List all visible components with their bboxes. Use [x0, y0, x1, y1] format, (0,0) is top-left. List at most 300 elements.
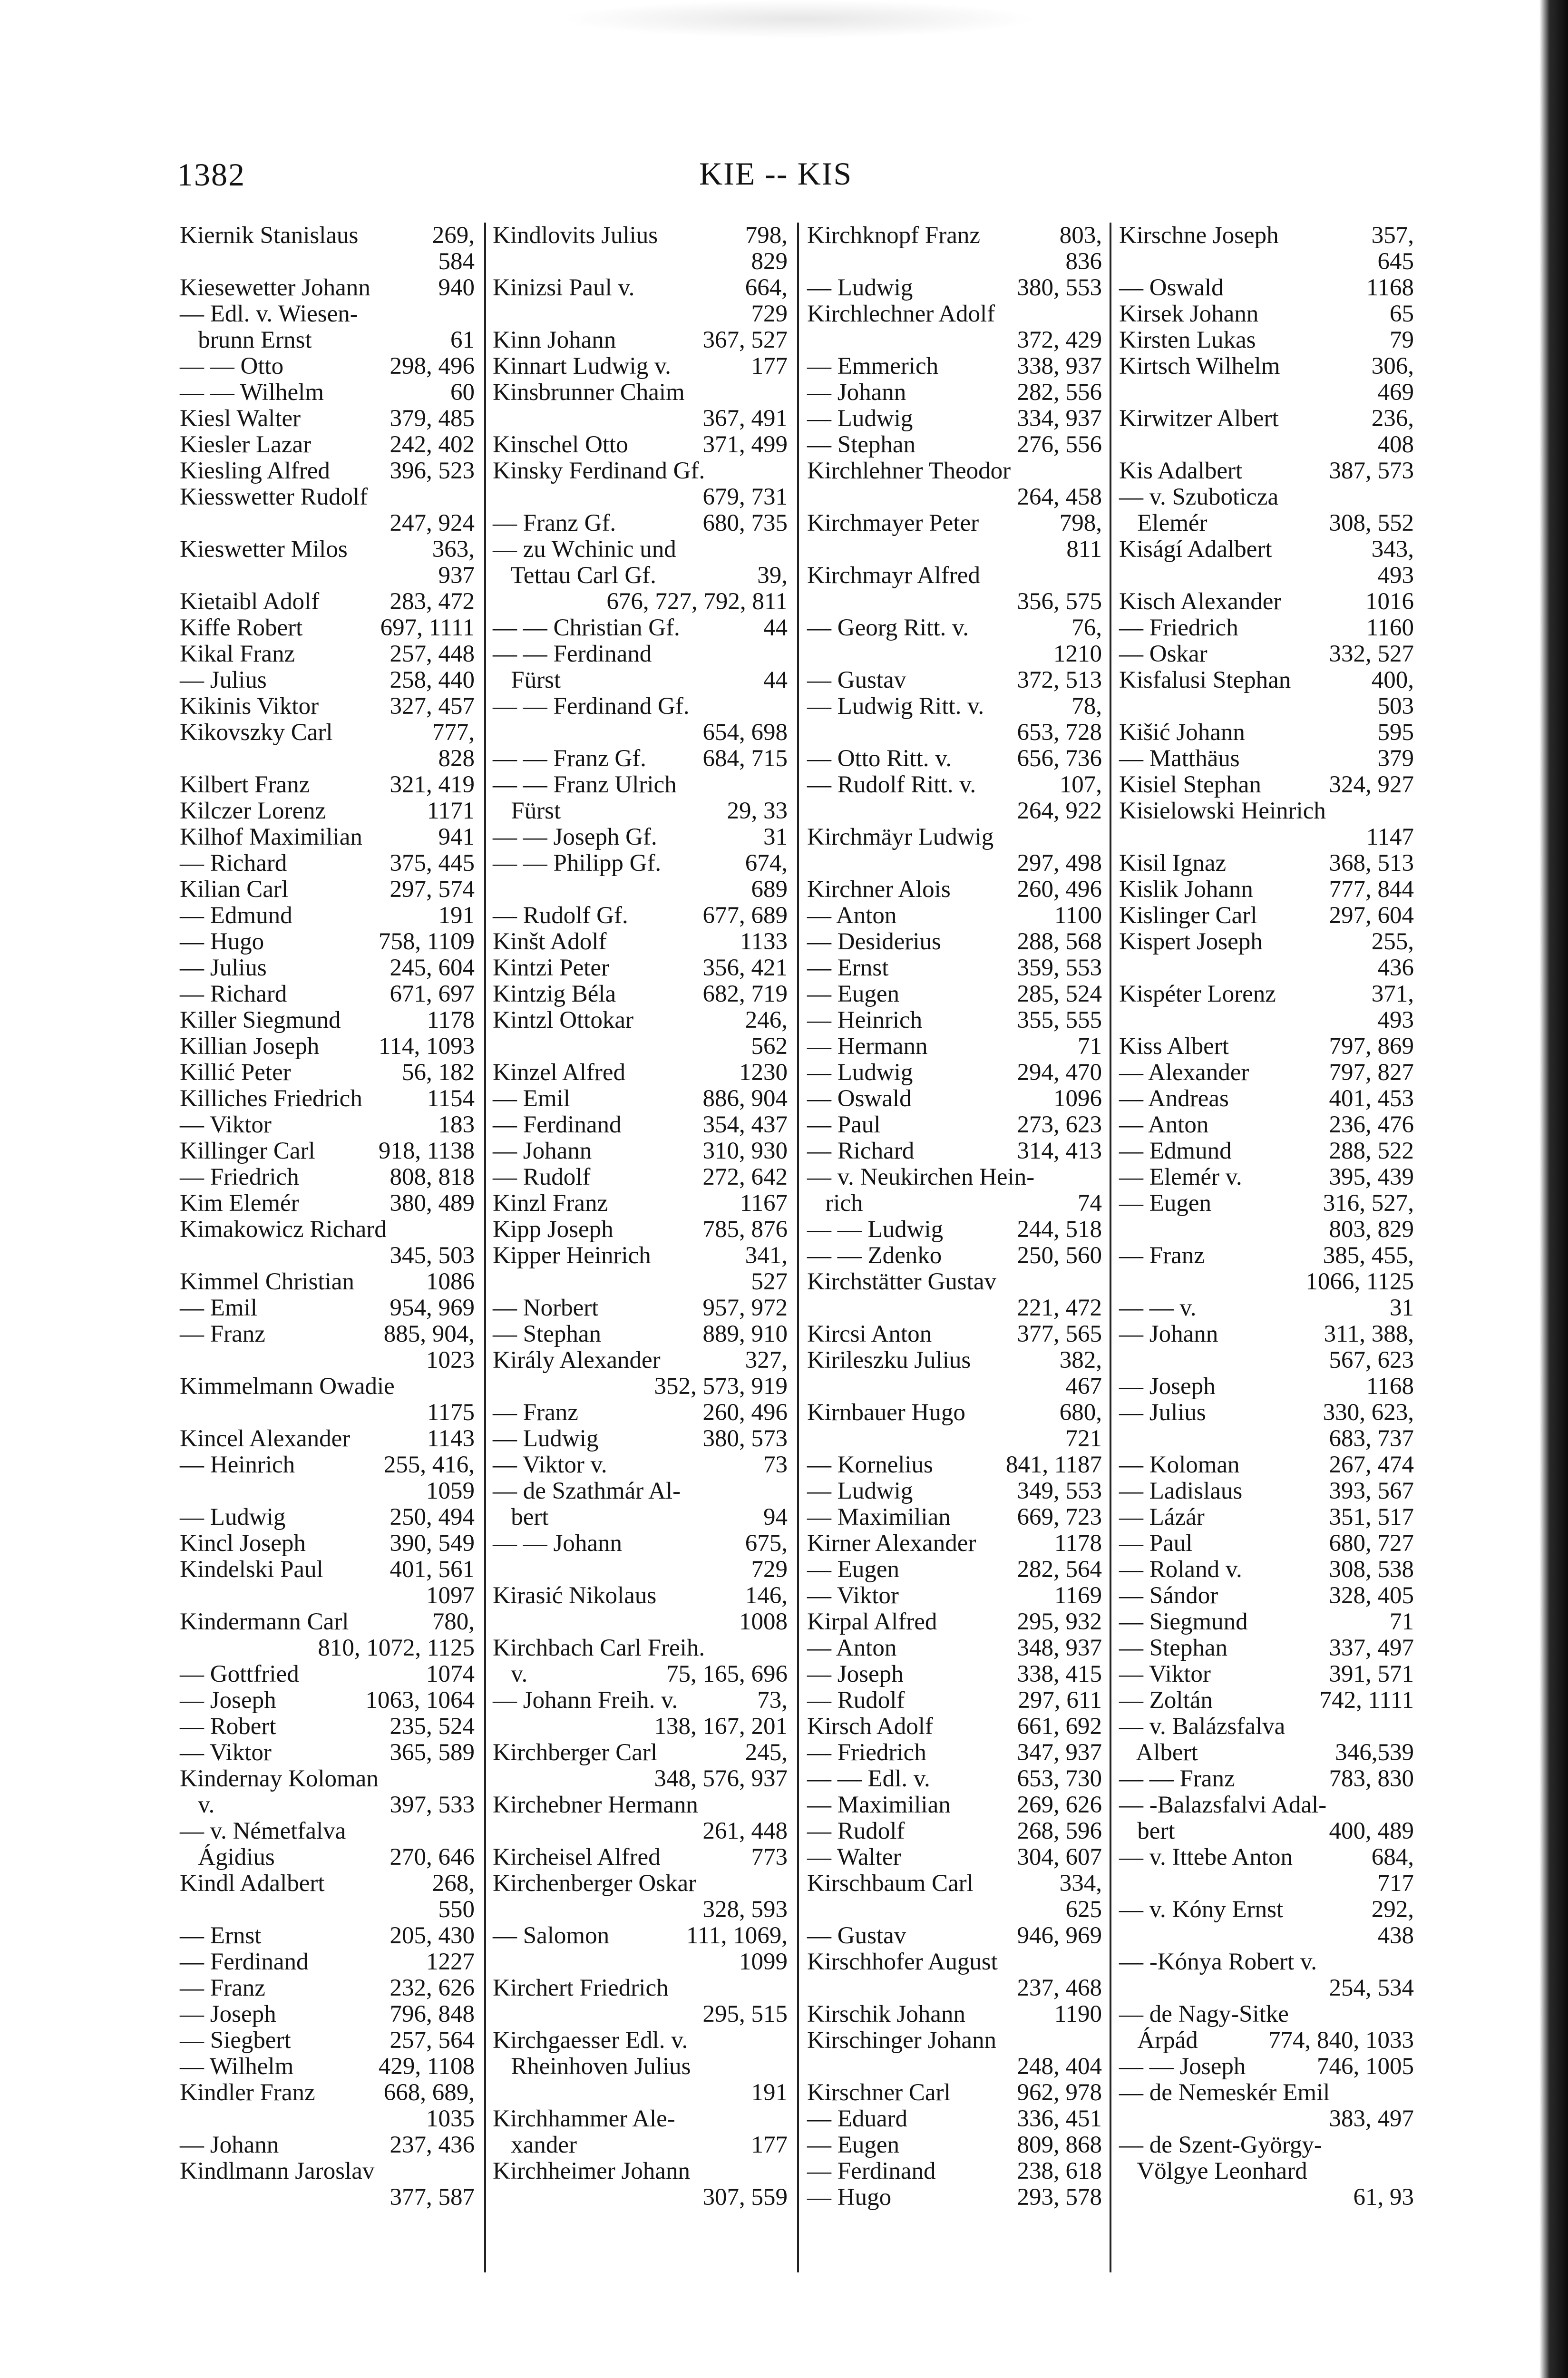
entry-page-refs: 798,	[745, 222, 788, 249]
entry-page-refs: 677, 689	[702, 902, 788, 929]
entry-name: v.	[493, 1661, 528, 1687]
entry-name: — Franz	[180, 1321, 265, 1347]
index-entry	[180, 1033, 475, 1060]
entry-page-refs: 680, 735	[702, 510, 788, 536]
entry-page-refs: 811	[1066, 536, 1102, 563]
entry-name: — Rudolf	[807, 1818, 905, 1844]
entry-page-refs: 957, 972	[702, 1295, 788, 1321]
entry-page-refs: 1178	[427, 1007, 475, 1033]
index-entry	[807, 2027, 1102, 2054]
entry-name: — Ludwig	[180, 1504, 286, 1530]
entry-name: Killer Siegmund	[180, 1007, 341, 1033]
index-entry	[807, 929, 1102, 955]
entry-name: Kilbert Franz	[180, 771, 310, 798]
entry-page-refs: 661, 692	[1017, 1713, 1102, 1740]
index-entry	[493, 1557, 788, 1583]
entry-name: — Lázár	[1119, 1504, 1205, 1530]
entry-name: rich	[807, 1190, 863, 1217]
entry-name: — Viktor v.	[493, 1452, 607, 1478]
entry-page-refs: 356, 421	[702, 955, 788, 981]
entry-name: Kintzl Ottokar	[493, 1007, 634, 1033]
index-entry	[493, 1033, 788, 1060]
entry-page-refs: 297, 604	[1329, 902, 1414, 929]
entry-name: — Alexander	[1119, 1059, 1249, 1086]
entry-page-refs: 1178	[1054, 1530, 1102, 1557]
entry-name: — Sándor	[1119, 1582, 1218, 1609]
entry-name: — Emmerich	[807, 353, 939, 380]
entry-page-refs: 308, 538	[1329, 1556, 1414, 1583]
entry-name: — — Ferdinand	[493, 641, 652, 667]
entry-page-refs: 29, 33	[727, 798, 788, 824]
entry-name: Kinsbrunner Chaim	[493, 379, 685, 406]
entry-page-refs: 1154	[427, 1085, 475, 1112]
entry-page-refs: 1168	[1366, 274, 1414, 301]
index-entry	[493, 2080, 788, 2106]
entry-name: Kietaibl Adolf	[180, 588, 320, 615]
entry-name: — v. Kóny Ernst	[1119, 1896, 1284, 1923]
page-edge-shadow	[1539, 0, 1568, 2378]
index-entry	[493, 2027, 788, 2054]
entry-page-refs: 886, 904	[702, 1085, 788, 1112]
index-entry	[807, 1138, 1102, 1164]
entry-name: Kircsi Anton	[807, 1321, 932, 1347]
entry-page-refs: 351, 517	[1329, 1504, 1414, 1530]
index-entry	[493, 1530, 788, 1557]
entry-page-refs: 297, 574	[390, 876, 475, 903]
index-entry	[180, 2132, 475, 2158]
entry-name: — Wilhelm	[180, 2053, 294, 2080]
index-entry	[1119, 1530, 1414, 1557]
entry-name: — Anton	[1119, 1111, 1209, 1138]
entry-page-refs: 244, 518	[1017, 1216, 1102, 1243]
index-entry	[807, 1635, 1102, 1661]
index-entry	[493, 563, 788, 589]
entry-name: — Gustav	[807, 667, 906, 693]
entry-name: Killiches Friedrich	[180, 1085, 362, 1112]
entry-name: Kisil Ignaz	[1119, 850, 1227, 877]
entry-name: — Eugen	[807, 981, 900, 1007]
index-entry	[493, 1086, 788, 1112]
entry-name: — Gottfried	[180, 1661, 299, 1687]
index-entry	[493, 1374, 788, 1400]
entry-page-refs: 683, 737	[1329, 1425, 1414, 1452]
index-entry	[1119, 1347, 1414, 1374]
entry-page-refs: 940	[438, 274, 475, 301]
index-entry	[493, 720, 788, 746]
entry-page-refs: 401, 561	[390, 1556, 475, 1583]
index-entry	[1119, 1792, 1414, 1818]
entry-page-refs: 717	[1377, 1870, 1414, 1897]
entry-name: — Joseph	[807, 1661, 904, 1687]
entry-name: — Eugen	[807, 2132, 900, 2158]
entry-page-refs: 254, 534	[1329, 1975, 1414, 2001]
entry-page-refs: 107,	[1059, 771, 1102, 798]
entry-page-refs: 1133	[740, 928, 788, 955]
entry-page-refs: 393, 567	[1329, 1478, 1414, 1504]
entry-page-refs: 400, 489	[1329, 1818, 1414, 1844]
entry-page-refs: 595	[1377, 719, 1414, 746]
entry-name: Kiságí Adalbert	[1119, 536, 1272, 563]
entry-page-refs: 221, 472	[1017, 1295, 1102, 1321]
entry-page-refs: 689	[751, 876, 788, 903]
entry-name: — de Nemeskér Emil	[1119, 2079, 1330, 2106]
index-entry	[180, 720, 475, 746]
entry-page-refs: 343,	[1371, 536, 1414, 563]
index-entry	[180, 589, 475, 615]
index-entry	[493, 1844, 788, 1871]
index-entry	[493, 2106, 788, 2132]
index-entry	[180, 2184, 475, 2211]
index-entry	[493, 1217, 788, 1243]
index-entry	[807, 772, 1102, 798]
index-entry	[807, 458, 1102, 484]
entry-page-refs: 1210	[1053, 641, 1102, 667]
index-entry	[1119, 510, 1414, 536]
entry-page-refs: 337, 497	[1329, 1635, 1414, 1661]
entry-page-refs: 668, 689,	[383, 2079, 475, 2106]
index-entry	[180, 249, 475, 275]
index-entry	[807, 615, 1102, 641]
entry-page-refs: 276, 556	[1017, 431, 1102, 458]
index-entry	[807, 406, 1102, 432]
entry-page-refs: 348, 576, 937	[654, 1765, 788, 1792]
entry-name: — — Philipp Gf.	[493, 850, 662, 877]
index-entry	[180, 1243, 475, 1269]
entry-page-refs: 1143	[427, 1425, 475, 1452]
entry-page-refs: 255, 416,	[383, 1452, 475, 1478]
entry-name: Kiesswetter Rudolf	[180, 484, 368, 510]
index-entry	[1119, 353, 1414, 380]
index-entry	[807, 1975, 1102, 2001]
entry-name: — Ferdinand	[180, 1949, 309, 1975]
entry-name: — Rudolf	[493, 1164, 591, 1190]
index-entry	[493, 1347, 788, 1374]
index-entry	[180, 1190, 475, 1217]
index-entry	[493, 484, 788, 510]
entry-page-refs: 656, 736	[1017, 745, 1102, 772]
entry-name: Kirwitzer Albert	[1119, 405, 1279, 432]
index-entry	[493, 1949, 788, 1975]
entry-page-refs: 336, 451	[1017, 2105, 1102, 2132]
index-entry	[1119, 1923, 1414, 1949]
index-entry	[493, 432, 788, 458]
index-entry	[493, 510, 788, 536]
index-entry	[493, 1504, 788, 1530]
entry-page-refs: 680,	[1059, 1399, 1102, 1426]
index-entry	[1119, 1426, 1414, 1452]
index-entry	[493, 1060, 788, 1086]
entry-page-refs: 383, 497	[1329, 2105, 1414, 2132]
index-entry	[1119, 589, 1414, 615]
entry-name: Kinzel Alfred	[493, 1059, 625, 1086]
index-entry	[1119, 772, 1414, 798]
index-entry	[493, 406, 788, 432]
index-entry	[1119, 484, 1414, 510]
entry-page-refs: 349, 553	[1017, 1478, 1102, 1504]
entry-name: — Zoltán	[1119, 1687, 1213, 1714]
index-column-3	[807, 223, 1102, 2211]
entry-page-refs: 377, 587	[390, 2184, 475, 2211]
entry-page-refs: 809, 868	[1017, 2132, 1102, 2158]
index-entry	[1119, 1818, 1414, 1844]
index-entry	[493, 824, 788, 850]
entry-name: — — Edl. v.	[807, 1765, 930, 1792]
entry-page-refs: 76,	[1071, 614, 1102, 641]
index-entry	[1119, 1871, 1414, 1897]
entry-name: — Franz Gf.	[493, 510, 616, 536]
index-entry	[180, 641, 475, 667]
entry-page-refs: 385, 455,	[1323, 1242, 1414, 1269]
entry-name: — Georg Ritt. v.	[807, 614, 969, 641]
entry-name: — v. Balázsfalva	[1119, 1713, 1286, 1740]
entry-page-refs: 246,	[745, 1007, 788, 1033]
entry-page-refs: 292,	[1371, 1896, 1414, 1923]
index-entry	[180, 1086, 475, 1112]
entry-page-refs: 285, 524	[1017, 981, 1102, 1007]
index-entry	[493, 1295, 788, 1321]
entry-page-refs: 941	[438, 824, 475, 850]
column-rule	[797, 223, 799, 2272]
entry-name: Kirpal Alfred	[807, 1608, 937, 1635]
index-entry	[807, 2054, 1102, 2080]
index-entry	[807, 955, 1102, 981]
index-entry	[1119, 1112, 1414, 1138]
index-entry	[1119, 1295, 1414, 1321]
entry-name: Kirchenberger Oskar	[493, 1870, 697, 1897]
entry-name: Kirchberger Carl	[493, 1739, 657, 1766]
entry-name: Kisfalusi Stephan	[1119, 667, 1291, 693]
entry-name: Kipper Heinrich	[493, 1242, 651, 1269]
entry-page-refs: 44	[763, 667, 788, 693]
entry-name: Kikal Franz	[180, 641, 295, 667]
entry-name: Kirschhofer August	[807, 1949, 998, 1975]
entry-name: Király Alexander	[493, 1347, 661, 1374]
index-entry	[180, 1975, 475, 2001]
entry-name: — Ludwig	[807, 1478, 913, 1504]
index-entry	[180, 1400, 475, 1426]
entry-name: Kindlovits Julius	[493, 222, 658, 249]
entry-name: — Eugen	[1119, 1190, 1212, 1217]
index-entry	[180, 510, 475, 536]
entry-page-refs: 721	[1065, 1425, 1102, 1452]
entry-page-refs: 946, 969	[1017, 1922, 1102, 1949]
entry-page-refs: 257, 448	[390, 641, 475, 667]
entry-page-refs: 1147	[1366, 824, 1414, 850]
index-entry	[807, 1295, 1102, 1321]
index-entry	[180, 1321, 475, 1347]
index-entry	[807, 1426, 1102, 1452]
entry-page-refs: 372, 429	[1017, 327, 1102, 353]
index-entry	[180, 1661, 475, 1687]
entry-page-refs: 697, 1111	[380, 614, 475, 641]
entry-page-refs: 338, 415	[1017, 1661, 1102, 1687]
entry-page-refs: 885, 904,	[383, 1321, 475, 1347]
entry-name: — Viktor	[180, 1739, 272, 1766]
entry-page-refs: 269, 626	[1017, 1792, 1102, 1818]
index-entry	[493, 458, 788, 484]
index-entry	[1119, 1714, 1414, 1740]
entry-page-refs: 269,	[432, 222, 475, 249]
entry-name: Kirschbaum Carl	[807, 1870, 974, 1897]
index-entry	[807, 798, 1102, 824]
entry-name: Kiernik Stanislaus	[180, 222, 359, 249]
entry-page-refs: 273, 623	[1017, 1111, 1102, 1138]
entry-page-refs: 408	[1377, 431, 1414, 458]
entry-name: — Heinrich	[180, 1452, 295, 1478]
index-entry	[807, 1452, 1102, 1478]
entry-name: — Walter	[807, 1844, 901, 1871]
entry-name: Kimakowicz Richard	[180, 1216, 387, 1243]
entry-page-refs: 527	[751, 1268, 788, 1295]
entry-page-refs: 380, 573	[702, 1425, 788, 1452]
index-entry	[1119, 432, 1414, 458]
entry-page-refs: 397, 533	[390, 1792, 475, 1818]
entry-page-refs: 682, 719	[702, 981, 788, 1007]
index-entry	[493, 772, 788, 798]
index-entry	[180, 903, 475, 929]
index-entry	[493, 2054, 788, 2080]
index-entry	[807, 536, 1102, 563]
entry-name: Kisch Alexander	[1119, 588, 1282, 615]
entry-page-refs: 314, 413	[1017, 1138, 1102, 1164]
index-entry	[493, 1583, 788, 1609]
entry-page-refs: 828	[438, 745, 475, 772]
index-entry	[807, 1007, 1102, 1033]
index-entry	[807, 1609, 1102, 1635]
entry-page-refs: 380, 489	[390, 1190, 475, 1217]
column-rule	[1110, 223, 1111, 2272]
entry-page-refs: 684,	[1371, 1844, 1414, 1871]
index-entry	[1119, 1583, 1414, 1609]
entry-page-refs: 679, 731	[702, 484, 788, 510]
entry-page-refs: 245, 604	[390, 955, 475, 981]
index-entry	[180, 275, 475, 301]
index-entry	[180, 2001, 475, 2027]
entry-page-refs: 298, 496	[390, 353, 475, 380]
index-entry	[493, 641, 788, 667]
entry-name: — Matthäus	[1119, 745, 1240, 772]
index-entry	[493, 615, 788, 641]
index-entry	[180, 667, 475, 693]
entry-name: — Kornelius	[807, 1452, 933, 1478]
index-entry	[1119, 1086, 1414, 1112]
entry-name: — Viktor	[180, 1111, 272, 1138]
index-entry	[180, 2106, 475, 2132]
entry-name: Kirchmayer Peter	[807, 510, 979, 536]
index-entry	[807, 641, 1102, 667]
entry-page-refs: 247, 924	[390, 510, 475, 536]
index-entry	[493, 301, 788, 327]
entry-page-refs: 334,	[1059, 1870, 1102, 1897]
entry-name: — Stephan	[493, 1321, 602, 1347]
entry-page-refs: 1230	[739, 1059, 788, 1086]
index-entry	[493, 1766, 788, 1792]
index-entry	[807, 1766, 1102, 1792]
entry-page-refs: 1059	[426, 1478, 475, 1504]
index-entry	[180, 1530, 475, 1557]
index-entry	[1119, 2080, 1414, 2106]
entry-page-refs: 429, 1108	[378, 2053, 475, 2080]
entry-name: Fürst	[493, 798, 561, 824]
entry-page-refs: 918, 1138	[378, 1138, 475, 1164]
entry-name: — v. Németfalva	[180, 1818, 346, 1844]
index-entry	[807, 1269, 1102, 1295]
entry-page-refs: 671, 697	[390, 981, 475, 1007]
index-entry	[807, 720, 1102, 746]
index-entry	[493, 1687, 788, 1714]
entry-name: — — Ferdinand Gf.	[493, 693, 690, 720]
entry-name: bert	[493, 1504, 549, 1530]
entry-page-refs: 39,	[757, 562, 788, 589]
index-entry	[493, 2184, 788, 2211]
index-entry	[1119, 2158, 1414, 2184]
entry-page-refs: 56, 182	[402, 1059, 475, 1086]
entry-page-refs: 65	[1390, 301, 1414, 327]
entry-page-refs: 75, 165, 696	[666, 1661, 788, 1687]
index-entry	[807, 877, 1102, 903]
index-entry	[807, 1243, 1102, 1269]
entry-page-refs: 94	[763, 1504, 788, 1530]
entry-page-refs: 796, 848	[390, 2001, 475, 2027]
index-entry	[493, 1661, 788, 1687]
entry-page-refs: 1190	[1054, 2001, 1102, 2027]
entry-name: Killian Joseph	[180, 1033, 320, 1060]
index-entry	[807, 353, 1102, 380]
entry-name: — Ladislaus	[1119, 1478, 1243, 1504]
index-entry	[807, 484, 1102, 510]
entry-page-refs: 232, 626	[390, 1975, 475, 2001]
entry-name: Kirchlehner Theodor	[807, 458, 1011, 484]
entry-name: — Ferdinand	[807, 2158, 936, 2184]
index-entry	[180, 1138, 475, 1164]
index-entry	[1119, 1138, 1414, 1164]
index-entry	[493, 1007, 788, 1033]
entry-page-refs: 348, 937	[1017, 1635, 1102, 1661]
entry-name: — Stephan	[1119, 1635, 1228, 1661]
entry-page-refs: 245,	[745, 1739, 788, 1766]
entry-name: Kispert Joseph	[1119, 928, 1263, 955]
entry-name: Kincel Alexander	[180, 1425, 351, 1452]
index-entry	[807, 1844, 1102, 1871]
index-entry	[493, 1714, 788, 1740]
entry-page-refs: 255,	[1371, 928, 1414, 955]
index-entry	[1119, 746, 1414, 772]
entry-name: — Roland v.	[1119, 1556, 1242, 1583]
index-entry	[807, 1033, 1102, 1060]
entry-page-refs: 248, 404	[1017, 2053, 1102, 2080]
entry-page-refs: 288, 568	[1017, 928, 1102, 955]
entry-page-refs: 260, 496	[1017, 876, 1102, 903]
entry-name: — Rudolf Gf.	[493, 902, 628, 929]
entry-page-refs: 250, 494	[390, 1504, 475, 1530]
entry-page-refs: 645	[1377, 248, 1414, 275]
entry-name: Kirschner Carl	[807, 2079, 951, 2106]
entry-name: Kiesl Walter	[180, 405, 301, 432]
entry-name: — — v.	[1119, 1295, 1197, 1321]
entry-name: — Siegmund	[1119, 1608, 1248, 1635]
entry-name: Völgye Leonhard	[1119, 2158, 1307, 2184]
entry-page-refs: 1097	[426, 1582, 475, 1609]
index-entry	[1119, 249, 1414, 275]
entry-name: — Oskar	[1119, 641, 1208, 667]
entry-page-refs: 395, 439	[1329, 1164, 1414, 1190]
entry-page-refs: 798,	[1059, 510, 1102, 536]
entry-name: — Oswald	[807, 1085, 912, 1112]
entry-name: — v. Neukirchen Hein-	[807, 1164, 1035, 1190]
entry-page-refs: 316, 527,	[1323, 1190, 1414, 1217]
entry-page-refs: 295, 932	[1017, 1608, 1102, 1635]
index-entry	[180, 1897, 475, 1923]
